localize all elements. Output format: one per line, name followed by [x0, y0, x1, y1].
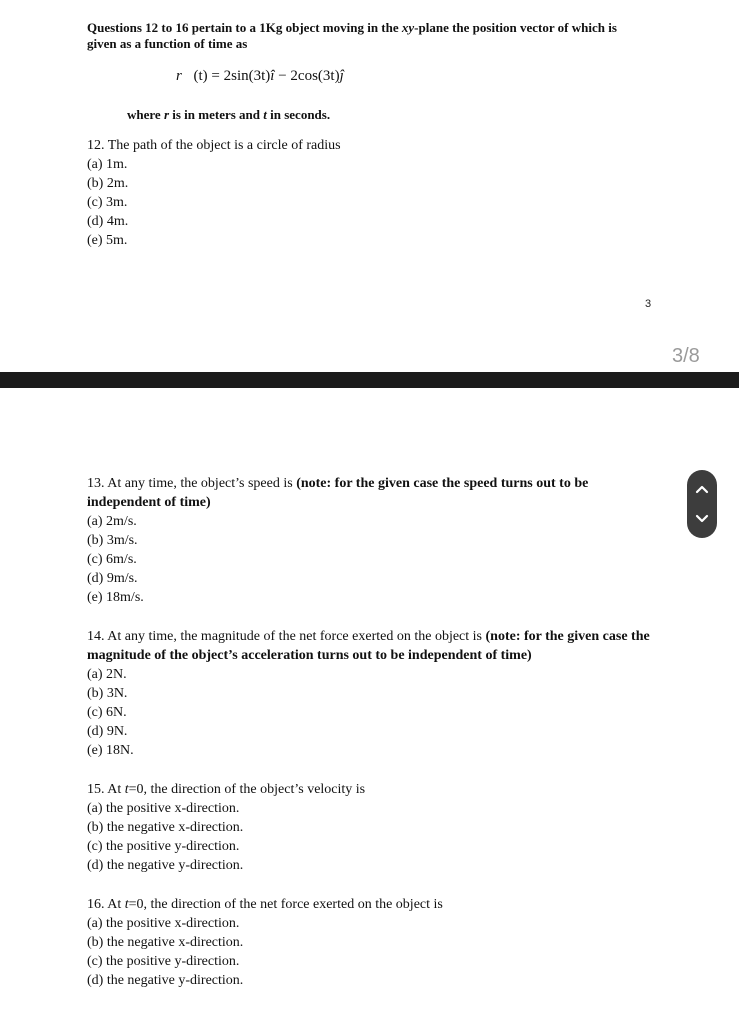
next-page-button[interactable] — [687, 504, 717, 534]
question-stem: 16. At t=0, the direction of the net force exerted on the object is — [87, 897, 443, 912]
option-b: (b) the negative x-direction. — [87, 935, 244, 950]
chevron-down-icon — [695, 514, 709, 524]
question-stem: 14. At any time, the magnitude of the net force exerted on the object is (note: for the given case the magnitude of the object’s acceleration turns out to be independent of time) — [87, 629, 650, 663]
option-b: (b) 2m. — [87, 176, 129, 191]
option-d: (d) 9N. — [87, 724, 128, 739]
option-a: (a) the positive x-direction. — [87, 916, 240, 931]
option-d: (d) 4m. — [87, 214, 129, 229]
option-c: (c) 3m. — [87, 195, 128, 210]
option-b: (b) the negative x-direction. — [87, 820, 244, 835]
option-c: (c) 6m/s. — [87, 552, 137, 567]
page-number: 3 — [645, 298, 652, 310]
question-stem: 15. At t=0, the direction of the object’s velocity is — [87, 782, 366, 797]
question-stem: 13. At any time, the object’s speed is (note: for the given case the speed turns out to be independent of time) — [87, 476, 589, 510]
option-a: (a) the positive x-direction. — [87, 801, 240, 816]
page-nav-control — [687, 470, 717, 538]
option-b: (b) 3N. — [87, 686, 128, 701]
question-15 — [87, 780, 653, 875]
option-a: (a) 2N. — [87, 667, 127, 682]
option-c: (c) the positive y-direction. — [87, 954, 240, 969]
question-stem: 12. The path of the object is a circle of radius — [87, 138, 341, 153]
option-b: (b) 3m/s. — [87, 533, 138, 548]
question-14 — [87, 627, 653, 760]
r-vector-symbol: r — [176, 68, 194, 84]
j-hat-symbol: j — [339, 68, 344, 84]
page-divider — [0, 372, 739, 388]
position-vector-formula: r(t) = 2sin(3t)i − 2cos(3t)j — [176, 68, 344, 84]
previous-page-button[interactable] — [687, 474, 717, 504]
option-a: (a) 1m. — [87, 157, 128, 172]
i-hat-symbol: i — [270, 68, 275, 84]
chevron-up-icon — [695, 484, 709, 494]
page-counter: 3/8 — [672, 345, 700, 367]
units-note: where r is in meters and t in seconds. — [127, 107, 331, 122]
option-c: (c) 6N. — [87, 705, 127, 720]
question-13 — [87, 474, 653, 607]
option-c: (c) the positive y-direction. — [87, 839, 240, 854]
option-e: (e) 18m/s. — [87, 590, 144, 605]
question-16 — [87, 895, 653, 990]
option-d: (d) the negative y-direction. — [87, 973, 244, 988]
option-d: (d) the negative y-direction. — [87, 858, 244, 873]
option-a: (a) 2m/s. — [87, 514, 137, 529]
question-12 — [87, 136, 653, 250]
option-d: (d) 9m/s. — [87, 571, 138, 586]
option-e: (e) 18N. — [87, 743, 134, 758]
option-e: (e) 5m. — [87, 233, 128, 248]
document-page-3 — [0, 0, 739, 372]
intro-paragraph: Questions 12 to 16 pertain to a 1Kg object moving in the xy-plane the position vector of which is given as a function of time as — [87, 20, 617, 51]
